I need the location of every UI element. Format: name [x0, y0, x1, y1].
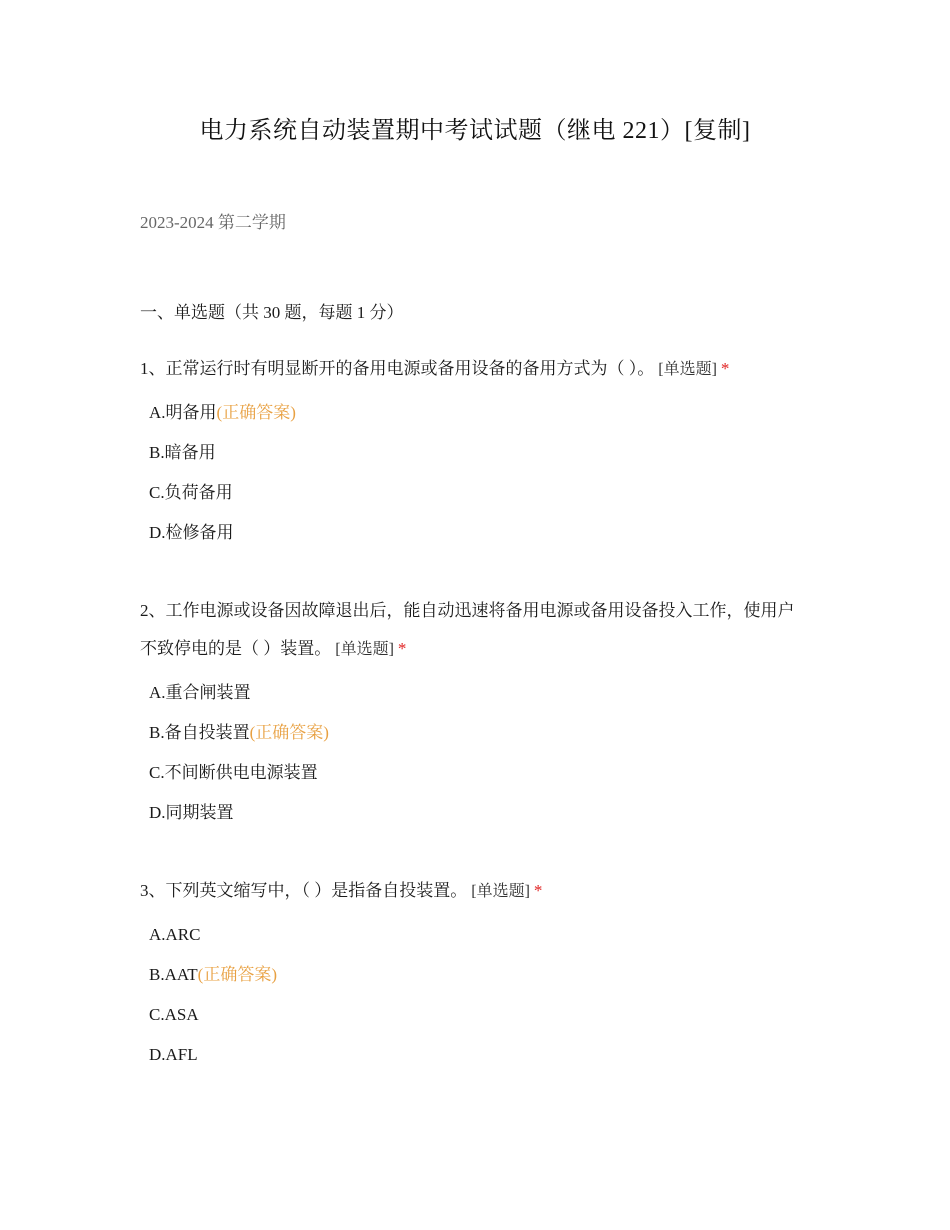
- question-text: [140, 350, 820, 389]
- option-c[interactable]: [149, 473, 820, 513]
- option-a[interactable]: [149, 393, 820, 433]
- correct-answer-note: (正确答案): [216, 403, 296, 422]
- question-text: [140, 872, 820, 911]
- option-label: B.AAT: [149, 965, 198, 984]
- question-stem: 2、工作电源或设备因故障退出后，能自动迅速将备用电源或备用设备投入工作，使用户不致停电的是（ ）装置。: [140, 601, 795, 658]
- question-type-label: [单选题]: [335, 641, 394, 658]
- option-label: A.明备用: [149, 403, 217, 422]
- option-label: D.AFL: [149, 1045, 198, 1064]
- option-list: [140, 673, 800, 833]
- question-type-label: [单选题]: [471, 883, 530, 900]
- option-label: C.不间断供电电源装置: [149, 763, 318, 782]
- question-block: [140, 872, 820, 1075]
- document-title: 电力系统自动装置期中考试试题（继电 221）[复制]: [199, 118, 751, 144]
- required-mark: *: [533, 881, 543, 900]
- option-b[interactable]: [149, 955, 820, 995]
- option-label: D.同期装置: [149, 803, 234, 822]
- option-b[interactable]: [149, 713, 800, 753]
- option-list: [140, 915, 820, 1075]
- correct-answer-note: (正确答案): [249, 723, 329, 742]
- option-list: [140, 393, 820, 553]
- option-label: B.暗备用: [149, 443, 216, 462]
- correct-answer-note: (正确答案): [197, 965, 277, 984]
- required-mark: *: [397, 639, 407, 658]
- option-a[interactable]: [149, 915, 820, 955]
- option-label: B.备自投装置: [149, 723, 250, 742]
- question-block: [140, 350, 820, 553]
- option-c[interactable]: [149, 995, 820, 1035]
- option-label: C.ASA: [149, 1005, 199, 1024]
- question-text: [140, 592, 800, 669]
- question-stem: 3、下列英文缩写中，（ ）是指备自投装置。: [140, 881, 468, 900]
- required-mark: *: [720, 359, 730, 378]
- option-label: A.重合闸装置: [149, 683, 251, 702]
- section-heading: 一、单选题（共 30 题，每题 1 分）: [140, 303, 404, 322]
- option-label: C.负荷备用: [149, 483, 233, 502]
- option-c[interactable]: [149, 753, 800, 793]
- option-d[interactable]: [149, 513, 820, 553]
- document-subtitle: 2023-2024 第二学期: [140, 213, 286, 232]
- option-d[interactable]: [149, 1035, 820, 1075]
- question-stem: 1、正常运行时有明显断开的备用电源或备用设备的备用方式为（ ）。: [140, 359, 655, 378]
- option-b[interactable]: [149, 433, 820, 473]
- option-label: A.ARC: [149, 925, 201, 944]
- question-block: [140, 592, 800, 833]
- question-type-label: [单选题]: [658, 361, 717, 378]
- option-d[interactable]: [149, 793, 800, 833]
- option-a[interactable]: [149, 673, 800, 713]
- option-label: D.检修备用: [149, 523, 234, 542]
